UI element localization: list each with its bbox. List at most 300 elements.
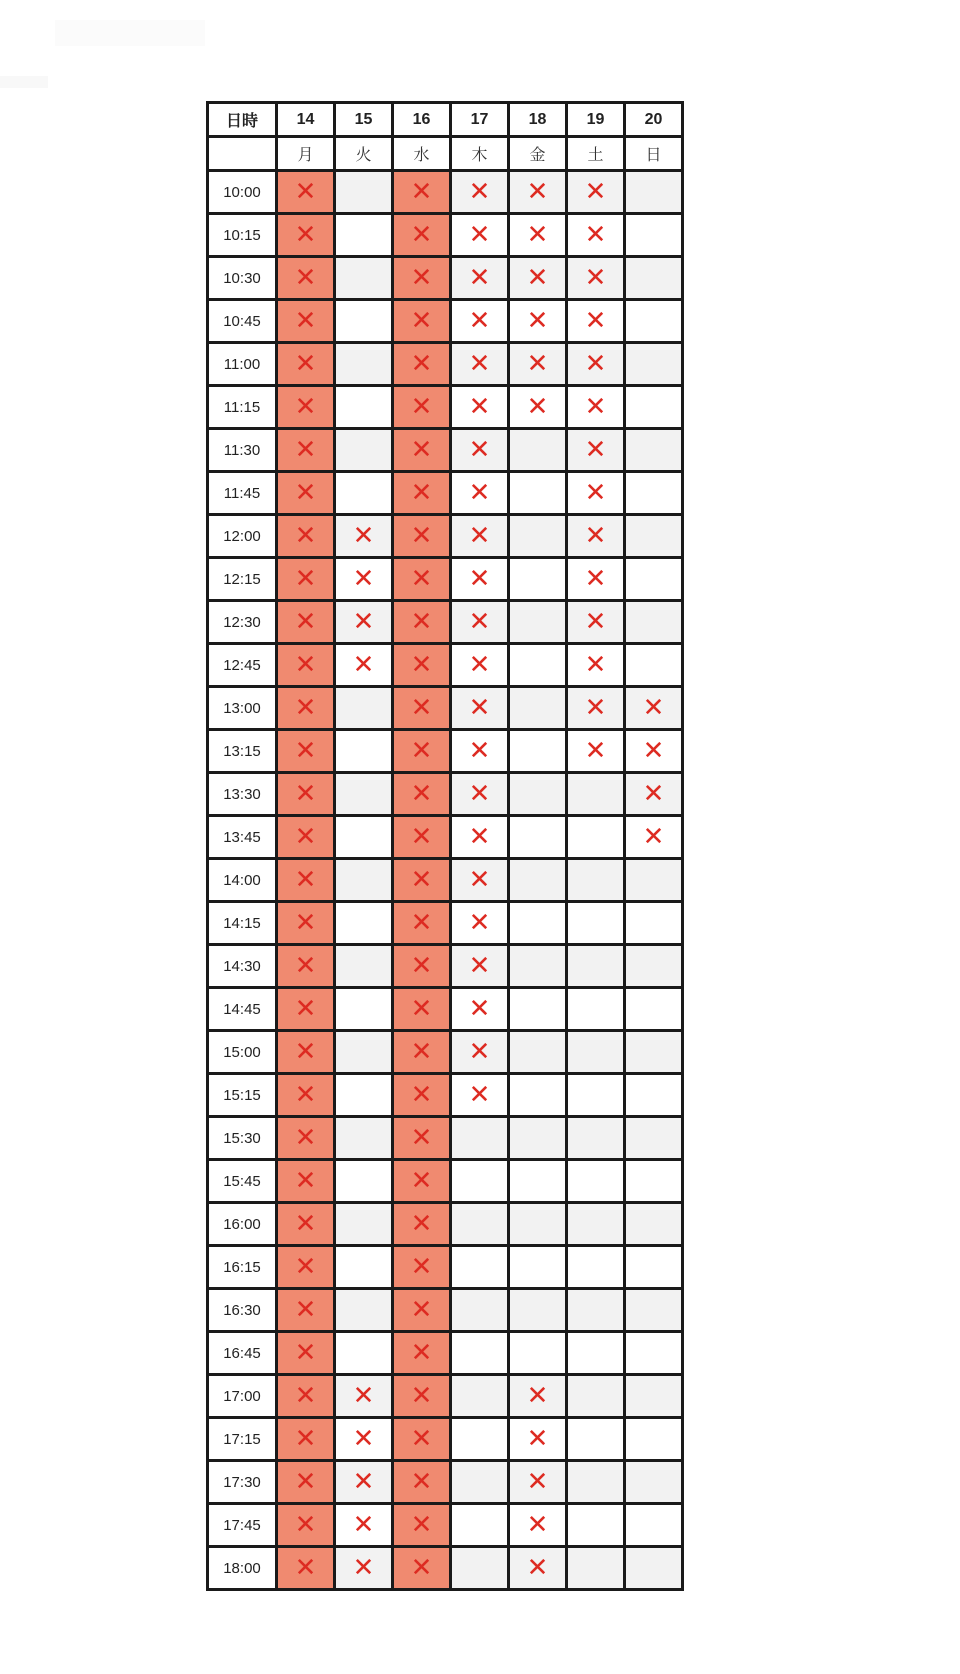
unavailable-x-icon: ✕ xyxy=(410,650,433,680)
time-slot-row xyxy=(208,1074,683,1117)
slot-cell-available[interactable] xyxy=(509,644,567,687)
time-slot-row xyxy=(208,773,683,816)
unavailable-x-icon: ✕ xyxy=(468,650,491,680)
slot-cell-available[interactable] xyxy=(509,472,567,515)
slot-cell-available[interactable] xyxy=(509,1332,567,1375)
slot-cell-available[interactable] xyxy=(567,1375,625,1418)
slot-cell-unavailable xyxy=(451,214,509,257)
slot-cell-unavailable xyxy=(451,386,509,429)
unavailable-x-icon: ✕ xyxy=(294,1252,317,1282)
slot-cell-available[interactable] xyxy=(335,472,393,515)
slot-cell-unavailable xyxy=(451,558,509,601)
slot-cell-available[interactable] xyxy=(509,558,567,601)
slot-cell-available[interactable] xyxy=(625,1074,683,1117)
time-slot-row xyxy=(208,1289,683,1332)
slot-cell-unavailable xyxy=(567,214,625,257)
unavailable-x-icon: ✕ xyxy=(294,392,317,422)
slot-cell-available[interactable] xyxy=(625,1203,683,1246)
slot-cell-unavailable xyxy=(335,515,393,558)
slot-cell-available[interactable] xyxy=(451,1246,509,1289)
slot-cell-available[interactable] xyxy=(509,816,567,859)
time-slot-row xyxy=(208,343,683,386)
slot-cell-available[interactable] xyxy=(335,988,393,1031)
unavailable-x-icon: ✕ xyxy=(410,779,433,809)
slot-cell-available[interactable] xyxy=(567,859,625,902)
slot-cell-available[interactable] xyxy=(509,601,567,644)
slot-cell-available[interactable] xyxy=(625,601,683,644)
slot-cell-available[interactable] xyxy=(625,859,683,902)
slot-cell-available[interactable] xyxy=(625,214,683,257)
slot-cell-available[interactable] xyxy=(509,945,567,988)
slot-time-label: 10:15 xyxy=(208,214,277,257)
slot-cell-unavailable xyxy=(277,945,335,988)
unavailable-x-icon: ✕ xyxy=(352,521,375,551)
unavailable-x-icon: ✕ xyxy=(294,1381,317,1411)
unavailable-x-icon: ✕ xyxy=(584,650,607,680)
slot-cell-unavailable xyxy=(451,429,509,472)
slot-cell-unavailable xyxy=(393,386,451,429)
unavailable-x-icon: ✕ xyxy=(584,349,607,379)
unavailable-x-icon: ✕ xyxy=(294,1123,317,1153)
time-slot-row xyxy=(208,515,683,558)
slot-time-label: 17:15 xyxy=(208,1418,277,1461)
slot-cell-unavailable xyxy=(451,730,509,773)
slot-cell-available[interactable] xyxy=(625,945,683,988)
unavailable-x-icon: ✕ xyxy=(352,1553,375,1583)
slot-cell-available[interactable] xyxy=(625,515,683,558)
weekday-header-row xyxy=(208,137,683,171)
unavailable-x-icon: ✕ xyxy=(584,736,607,766)
slot-time-label: 14:15 xyxy=(208,902,277,945)
unavailable-x-icon: ✕ xyxy=(410,1166,433,1196)
slot-cell-available[interactable] xyxy=(335,1246,393,1289)
slot-cell-unavailable xyxy=(625,687,683,730)
slot-cell-available[interactable] xyxy=(625,1418,683,1461)
slot-cell-available[interactable] xyxy=(335,257,393,300)
slot-cell-unavailable xyxy=(277,1332,335,1375)
slot-cell-available[interactable] xyxy=(625,1547,683,1590)
slot-cell-available[interactable] xyxy=(625,300,683,343)
unavailable-x-icon: ✕ xyxy=(294,1295,317,1325)
slot-cell-unavailable xyxy=(393,945,451,988)
unavailable-x-icon: ✕ xyxy=(294,865,317,895)
slot-cell-available[interactable] xyxy=(451,1375,509,1418)
slot-cell-unavailable xyxy=(451,1031,509,1074)
unavailable-x-icon: ✕ xyxy=(468,220,491,250)
slot-cell-available[interactable] xyxy=(335,300,393,343)
unavailable-x-icon: ✕ xyxy=(410,306,433,336)
slot-cell-unavailable xyxy=(277,1375,335,1418)
slot-time-label: 17:00 xyxy=(208,1375,277,1418)
unavailable-x-icon: ✕ xyxy=(410,1381,433,1411)
slot-cell-available[interactable] xyxy=(625,472,683,515)
slot-cell-available[interactable] xyxy=(567,988,625,1031)
slot-cell-available[interactable] xyxy=(335,386,393,429)
unavailable-x-icon: ✕ xyxy=(410,1209,433,1239)
slot-cell-available[interactable] xyxy=(625,1289,683,1332)
faded-header-mark xyxy=(0,76,48,88)
slot-time-label: 17:45 xyxy=(208,1504,277,1547)
slot-cell-available[interactable] xyxy=(509,1246,567,1289)
slot-cell-unavailable xyxy=(625,773,683,816)
slot-cell-available[interactable] xyxy=(335,773,393,816)
slot-cell-unavailable xyxy=(393,300,451,343)
slot-cell-available[interactable] xyxy=(509,988,567,1031)
unavailable-x-icon: ✕ xyxy=(584,435,607,465)
unavailable-x-icon: ✕ xyxy=(526,1381,549,1411)
unavailable-x-icon: ✕ xyxy=(410,392,433,422)
time-slot-row xyxy=(208,1547,683,1590)
slot-cell-available[interactable] xyxy=(567,1332,625,1375)
slot-cell-unavailable xyxy=(277,1289,335,1332)
slot-cell-unavailable xyxy=(393,343,451,386)
slot-time-label: 14:00 xyxy=(208,859,277,902)
slot-cell-available[interactable] xyxy=(451,1289,509,1332)
slot-cell-available[interactable] xyxy=(625,171,683,214)
slot-cell-available[interactable] xyxy=(509,773,567,816)
slot-time-label: 12:15 xyxy=(208,558,277,601)
slot-cell-available[interactable] xyxy=(509,1031,567,1074)
slot-cell-available[interactable] xyxy=(567,1031,625,1074)
unavailable-x-icon: ✕ xyxy=(468,306,491,336)
date-header: 15 xyxy=(335,103,393,137)
slot-cell-available[interactable] xyxy=(567,1203,625,1246)
time-slot-row xyxy=(208,1246,683,1289)
unavailable-x-icon: ✕ xyxy=(468,478,491,508)
slot-cell-unavailable xyxy=(509,1504,567,1547)
slot-cell-unavailable xyxy=(451,257,509,300)
time-slot-row xyxy=(208,1031,683,1074)
unavailable-x-icon: ✕ xyxy=(294,994,317,1024)
slot-cell-unavailable xyxy=(509,386,567,429)
slot-cell-unavailable xyxy=(451,687,509,730)
slot-cell-unavailable xyxy=(393,429,451,472)
time-slot-row xyxy=(208,429,683,472)
slot-cell-unavailable xyxy=(567,171,625,214)
unavailable-x-icon: ✕ xyxy=(410,564,433,594)
corner-blank xyxy=(208,137,277,171)
slot-cell-available[interactable] xyxy=(335,171,393,214)
slot-cell-unavailable xyxy=(509,171,567,214)
unavailable-x-icon: ✕ xyxy=(352,1424,375,1454)
time-slot-row xyxy=(208,1117,683,1160)
unavailable-x-icon: ✕ xyxy=(410,994,433,1024)
slot-cell-unavailable xyxy=(277,1074,335,1117)
slot-cell-unavailable xyxy=(567,601,625,644)
slot-cell-available[interactable] xyxy=(509,1160,567,1203)
unavailable-x-icon: ✕ xyxy=(584,306,607,336)
unavailable-x-icon: ✕ xyxy=(526,1467,549,1497)
slot-cell-unavailable xyxy=(277,859,335,902)
slot-time-label: 18:00 xyxy=(208,1547,277,1590)
slot-cell-available[interactable] xyxy=(509,1203,567,1246)
slot-cell-available[interactable] xyxy=(567,1418,625,1461)
slot-cell-available[interactable] xyxy=(625,558,683,601)
unavailable-x-icon: ✕ xyxy=(294,607,317,637)
unavailable-x-icon: ✕ xyxy=(294,1424,317,1454)
unavailable-x-icon: ✕ xyxy=(468,779,491,809)
slot-time-label: 13:30 xyxy=(208,773,277,816)
slot-cell-available[interactable] xyxy=(567,945,625,988)
slot-cell-available[interactable] xyxy=(625,1031,683,1074)
slot-cell-available[interactable] xyxy=(335,687,393,730)
slot-cell-available[interactable] xyxy=(567,1461,625,1504)
unavailable-x-icon: ✕ xyxy=(526,177,549,207)
slot-cell-available[interactable] xyxy=(335,1289,393,1332)
slot-cell-available[interactable] xyxy=(335,945,393,988)
slot-cell-unavailable xyxy=(393,1031,451,1074)
weekday-header: 木 xyxy=(451,137,509,171)
slot-cell-available[interactable] xyxy=(567,1246,625,1289)
time-slot-row xyxy=(208,472,683,515)
slot-cell-unavailable xyxy=(509,1375,567,1418)
unavailable-x-icon: ✕ xyxy=(294,951,317,981)
time-slot-row xyxy=(208,1160,683,1203)
unavailable-x-icon: ✕ xyxy=(468,392,491,422)
slot-cell-available[interactable] xyxy=(335,1203,393,1246)
date-header: 14 xyxy=(277,103,335,137)
slot-cell-available[interactable] xyxy=(625,1461,683,1504)
slot-cell-unavailable xyxy=(625,730,683,773)
unavailable-x-icon: ✕ xyxy=(410,1467,433,1497)
slot-cell-available[interactable] xyxy=(335,859,393,902)
slot-cell-unavailable xyxy=(451,1074,509,1117)
slot-cell-unavailable xyxy=(393,1332,451,1375)
slot-cell-unavailable xyxy=(451,343,509,386)
slot-cell-unavailable xyxy=(625,816,683,859)
slot-cell-unavailable xyxy=(277,988,335,1031)
slot-cell-available[interactable] xyxy=(509,1117,567,1160)
slot-cell-available[interactable] xyxy=(509,730,567,773)
unavailable-x-icon: ✕ xyxy=(410,607,433,637)
slot-cell-available[interactable] xyxy=(567,1074,625,1117)
slot-cell-available[interactable] xyxy=(567,902,625,945)
slot-cell-unavailable xyxy=(451,988,509,1031)
slot-cell-available[interactable] xyxy=(625,343,683,386)
slot-cell-available[interactable] xyxy=(335,1031,393,1074)
slot-cell-available[interactable] xyxy=(451,1418,509,1461)
slot-cell-unavailable xyxy=(277,300,335,343)
unavailable-x-icon: ✕ xyxy=(294,564,317,594)
slot-cell-available[interactable] xyxy=(625,1332,683,1375)
slot-cell-unavailable xyxy=(509,1547,567,1590)
slot-cell-unavailable xyxy=(393,816,451,859)
slot-cell-unavailable xyxy=(277,687,335,730)
slot-cell-available[interactable] xyxy=(335,1117,393,1160)
slot-cell-unavailable xyxy=(451,515,509,558)
slot-cell-unavailable xyxy=(393,1504,451,1547)
slot-cell-unavailable xyxy=(567,515,625,558)
slot-cell-unavailable xyxy=(277,601,335,644)
unavailable-x-icon: ✕ xyxy=(294,1080,317,1110)
slot-cell-unavailable xyxy=(567,730,625,773)
slot-cell-available[interactable] xyxy=(567,1504,625,1547)
time-slot-row xyxy=(208,558,683,601)
date-header-row xyxy=(208,103,683,137)
slot-cell-unavailable xyxy=(277,386,335,429)
slot-cell-unavailable xyxy=(393,257,451,300)
slot-cell-available[interactable] xyxy=(625,1117,683,1160)
time-slot-row xyxy=(208,730,683,773)
unavailable-x-icon: ✕ xyxy=(410,263,433,293)
time-slot-row xyxy=(208,644,683,687)
slot-cell-unavailable xyxy=(277,1160,335,1203)
unavailable-x-icon: ✕ xyxy=(642,736,665,766)
slot-cell-unavailable xyxy=(567,386,625,429)
slot-cell-unavailable xyxy=(335,558,393,601)
unavailable-x-icon: ✕ xyxy=(410,1123,433,1153)
slot-cell-available[interactable] xyxy=(625,1375,683,1418)
slot-cell-available[interactable] xyxy=(625,386,683,429)
unavailable-x-icon: ✕ xyxy=(294,177,317,207)
slot-time-label: 12:00 xyxy=(208,515,277,558)
slot-cell-unavailable xyxy=(277,429,335,472)
weekday-header: 土 xyxy=(567,137,625,171)
slot-cell-unavailable xyxy=(393,859,451,902)
slot-cell-available[interactable] xyxy=(451,1332,509,1375)
unavailable-x-icon: ✕ xyxy=(352,650,375,680)
unavailable-x-icon: ✕ xyxy=(642,693,665,723)
unavailable-x-icon: ✕ xyxy=(584,521,607,551)
slot-cell-available[interactable] xyxy=(335,1160,393,1203)
slot-cell-unavailable xyxy=(393,558,451,601)
slot-cell-unavailable xyxy=(567,472,625,515)
unavailable-x-icon: ✕ xyxy=(410,1510,433,1540)
slot-cell-available[interactable] xyxy=(625,988,683,1031)
slot-cell-available[interactable] xyxy=(625,1160,683,1203)
unavailable-x-icon: ✕ xyxy=(352,1467,375,1497)
slot-cell-available[interactable] xyxy=(509,515,567,558)
slot-time-label: 15:30 xyxy=(208,1117,277,1160)
slot-cell-available[interactable] xyxy=(335,429,393,472)
unavailable-x-icon: ✕ xyxy=(468,349,491,379)
unavailable-x-icon: ✕ xyxy=(410,478,433,508)
slot-cell-unavailable xyxy=(335,644,393,687)
unavailable-x-icon: ✕ xyxy=(352,607,375,637)
slot-cell-available[interactable] xyxy=(451,1160,509,1203)
slot-cell-unavailable xyxy=(567,687,625,730)
slot-cell-available[interactable] xyxy=(567,816,625,859)
slot-cell-available[interactable] xyxy=(335,214,393,257)
slot-cell-available[interactable] xyxy=(625,902,683,945)
slot-cell-unavailable xyxy=(277,1246,335,1289)
unavailable-x-icon: ✕ xyxy=(526,1553,549,1583)
slot-cell-unavailable xyxy=(277,902,335,945)
slot-cell-available[interactable] xyxy=(567,773,625,816)
slot-cell-available[interactable] xyxy=(509,859,567,902)
slot-cell-unavailable xyxy=(451,171,509,214)
date-header: 18 xyxy=(509,103,567,137)
slot-cell-unavailable xyxy=(567,558,625,601)
unavailable-x-icon: ✕ xyxy=(352,1510,375,1540)
time-slot-grid xyxy=(208,171,683,1590)
slot-cell-available[interactable] xyxy=(335,343,393,386)
unavailable-x-icon: ✕ xyxy=(294,1338,317,1368)
slot-cell-available[interactable] xyxy=(335,1332,393,1375)
slot-cell-available[interactable] xyxy=(509,902,567,945)
weekday-header: 火 xyxy=(335,137,393,171)
slot-cell-unavailable xyxy=(451,816,509,859)
slot-cell-unavailable xyxy=(277,816,335,859)
slot-cell-unavailable xyxy=(393,988,451,1031)
time-slot-row xyxy=(208,1375,683,1418)
slot-cell-available[interactable] xyxy=(451,1461,509,1504)
time-slot-row xyxy=(208,214,683,257)
slot-cell-available[interactable] xyxy=(335,730,393,773)
unavailable-x-icon: ✕ xyxy=(526,1510,549,1540)
unavailable-x-icon: ✕ xyxy=(468,822,491,852)
slot-cell-available[interactable] xyxy=(625,257,683,300)
slot-cell-unavailable xyxy=(277,1203,335,1246)
slot-cell-available[interactable] xyxy=(567,1289,625,1332)
slot-cell-available[interactable] xyxy=(625,644,683,687)
slot-cell-available[interactable] xyxy=(567,1547,625,1590)
slot-cell-unavailable xyxy=(393,902,451,945)
slot-cell-available[interactable] xyxy=(567,1160,625,1203)
slot-cell-available[interactable] xyxy=(335,1074,393,1117)
slot-cell-available[interactable] xyxy=(509,687,567,730)
unavailable-x-icon: ✕ xyxy=(294,478,317,508)
time-slot-row xyxy=(208,859,683,902)
slot-time-label: 16:30 xyxy=(208,1289,277,1332)
slot-cell-unavailable xyxy=(393,687,451,730)
slot-cell-unavailable xyxy=(567,343,625,386)
unavailable-x-icon: ✕ xyxy=(410,1037,433,1067)
slot-cell-unavailable xyxy=(335,1461,393,1504)
slot-cell-available[interactable] xyxy=(335,902,393,945)
time-slot-row xyxy=(208,300,683,343)
slot-cell-unavailable xyxy=(393,1289,451,1332)
slot-cell-available[interactable] xyxy=(625,1246,683,1289)
time-slot-row xyxy=(208,1203,683,1246)
slot-cell-available[interactable] xyxy=(451,1547,509,1590)
unavailable-x-icon: ✕ xyxy=(468,1080,491,1110)
slot-cell-available[interactable] xyxy=(451,1117,509,1160)
slot-cell-available[interactable] xyxy=(625,429,683,472)
unavailable-x-icon: ✕ xyxy=(468,693,491,723)
slot-cell-available[interactable] xyxy=(509,1289,567,1332)
unavailable-x-icon: ✕ xyxy=(584,478,607,508)
slot-cell-unavailable xyxy=(335,1375,393,1418)
slot-cell-available[interactable] xyxy=(451,1504,509,1547)
unavailable-x-icon: ✕ xyxy=(352,1381,375,1411)
slot-cell-available[interactable] xyxy=(335,816,393,859)
unavailable-x-icon: ✕ xyxy=(526,220,549,250)
unavailable-x-icon: ✕ xyxy=(410,1338,433,1368)
unavailable-x-icon: ✕ xyxy=(642,822,665,852)
slot-time-label: 11:15 xyxy=(208,386,277,429)
slot-cell-available[interactable] xyxy=(567,1117,625,1160)
slot-time-label: 11:45 xyxy=(208,472,277,515)
slot-cell-available[interactable] xyxy=(625,1504,683,1547)
unavailable-x-icon: ✕ xyxy=(410,1252,433,1282)
slot-cell-available[interactable] xyxy=(509,429,567,472)
slot-cell-unavailable xyxy=(277,730,335,773)
slot-cell-unavailable xyxy=(451,945,509,988)
unavailable-x-icon: ✕ xyxy=(468,1037,491,1067)
time-slot-row xyxy=(208,816,683,859)
slot-cell-unavailable xyxy=(277,1504,335,1547)
slot-cell-unavailable xyxy=(335,1418,393,1461)
slot-cell-unavailable xyxy=(393,1074,451,1117)
slot-cell-unavailable xyxy=(277,343,335,386)
unavailable-x-icon: ✕ xyxy=(410,1295,433,1325)
slot-cell-available[interactable] xyxy=(451,1203,509,1246)
unavailable-x-icon: ✕ xyxy=(294,220,317,250)
time-slot-row xyxy=(208,945,683,988)
time-slot-row xyxy=(208,386,683,429)
slot-cell-available[interactable] xyxy=(509,1074,567,1117)
